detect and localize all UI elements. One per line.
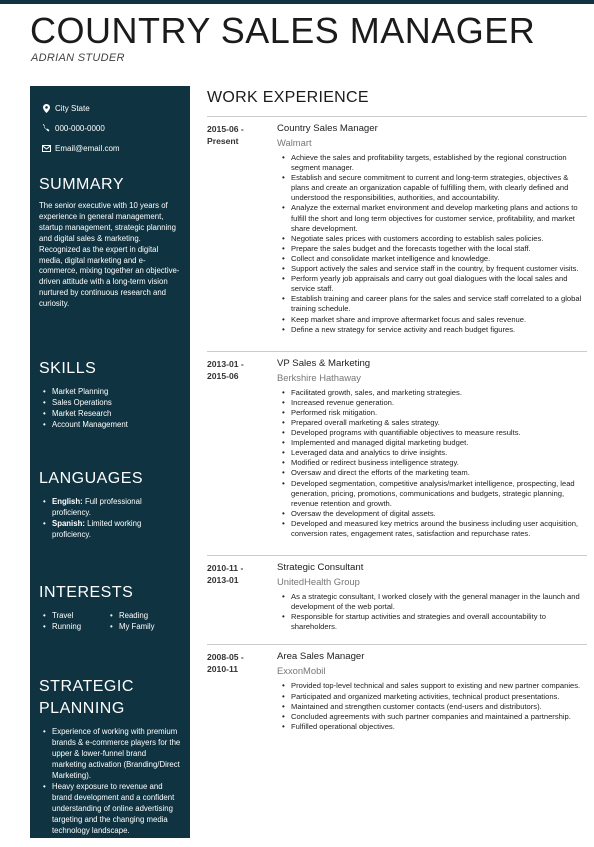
job-bullet: • Performed risk mitigation.	[277, 408, 587, 418]
language-name: English:	[52, 497, 83, 507]
interest-item: • Travel	[43, 610, 110, 621]
skills-list	[30, 380, 190, 430]
interest-item: • Running	[43, 621, 110, 632]
job-date-start: 2015-06 -	[207, 124, 244, 134]
resume-title: COUNTRY SALES MANAGER	[30, 10, 536, 51]
job-bullet: • As a strategic consultant, I worked closely with the general manager in the launch and development of the web portal.	[277, 592, 587, 612]
job-bullet: • Concluded agreements with such partner companies and maintained a partnership.	[277, 712, 587, 722]
job-bullet: • Participated and organized marketing activities, technical product presentations.	[277, 692, 587, 702]
job-date-start: 2010-11 -	[207, 563, 244, 574]
job-bullet: • Negotiate sales prices with customers according to establish sales policies.	[277, 234, 587, 244]
job-dates	[207, 123, 275, 147]
contact-city: City State	[55, 103, 90, 113]
header-top-rule	[0, 0, 594, 4]
strategic-planning-list	[30, 720, 190, 847]
strategic-item: • Experience of working with premium brands & e-commerce players for the upper & lower-funnel brand marketing activation (Branding/Direct Marketing).	[43, 726, 182, 781]
job-bullet: • Collect and consolidate market intelligence and knowledge.	[277, 254, 587, 264]
job-company: Berkshire Hathaway	[277, 371, 361, 383]
jobs-list	[207, 116, 587, 732]
sidebar	[30, 86, 190, 847]
summary-heading: SUMMARY	[39, 176, 124, 193]
job-bullet: • Prepare the sales budget and the forecasts together with the local staff.	[277, 244, 587, 254]
job-bullet: • Modified or redirect business intelligence strategy.	[277, 458, 587, 468]
job-title: Area Sales Manager	[277, 651, 365, 663]
job-bullets	[277, 386, 587, 539]
job-company: ExxonMobil	[277, 665, 326, 677]
job-date-end: 2010-11	[207, 664, 239, 675]
job-dates	[207, 562, 275, 586]
job-bullet: • Keep market share and improve aftermarket focus and sales revenue.	[277, 315, 587, 325]
main-column	[207, 86, 587, 732]
languages-heading: LANGUAGES	[39, 470, 144, 488]
job-bullet: • Establish training and career plans for the sales and service staff correlated to a global training schedule.	[277, 294, 587, 314]
envelope-icon	[40, 145, 52, 152]
job-dates	[207, 651, 275, 675]
language-name: Spanish:	[52, 519, 85, 529]
contact-location	[40, 98, 190, 118]
strategic-planning-heading: STRATEGIC PLANNING	[39, 678, 134, 718]
phone-icon	[40, 124, 52, 132]
job-date-end: 2013-01	[207, 575, 239, 586]
job-bullet: • Achieve the sales and profitability targets, established by the regional construction segment manager.	[277, 153, 587, 173]
job-bullet: • Maintained and strengthen customer contacts (end-users and distributors).	[277, 702, 587, 712]
job-company: Walmart	[277, 137, 312, 148]
languages-list	[30, 490, 190, 540]
resume-header	[0, 0, 594, 82]
strategic-item: • Heavy exposure to revenue and brand development and a confident understanding of online advertising targeting and the changing media technology landscape.	[43, 781, 182, 836]
job-bullet: • Implemented and managed digital marketing budget.	[277, 438, 587, 448]
job-date-end: 2015-06	[207, 370, 239, 381]
job-bullet: • Define a new strategy for service activity and reach budget figures.	[277, 325, 587, 335]
job-bullet: • Provided top-level technical and sales support to existing and new partner companies.	[277, 681, 587, 691]
job-bullet: • Developed and measured key metrics around the business including user acquisition, conversion rates, engagement rates, satisfaction and repurchase rates.	[277, 519, 587, 539]
job-title: VP Sales & Marketing	[277, 357, 371, 369]
skills-heading: SKILLS	[39, 360, 97, 378]
job-bullet: • Facilitated growth, sales, and marketing strategies.	[277, 388, 587, 398]
job-entry	[207, 116, 587, 335]
language-item	[43, 496, 182, 518]
job-bullets	[277, 590, 587, 632]
job-title: Strategic Consultant	[277, 562, 364, 574]
job-bullet: • Support actively the sales and service staff in the country, by frequent customer visits.	[277, 264, 587, 274]
contact-email-row	[40, 138, 190, 158]
interests-list	[30, 604, 190, 632]
job-title: Country Sales Manager	[277, 123, 378, 134]
job-bullet: • Prepared overall marketing & sales strategy.	[277, 418, 587, 428]
interest-item: • Reading	[110, 610, 180, 621]
strategic-item: • Offerings and technologies to	[43, 836, 182, 847]
job-bullet: • Responsible for startup activities and strategies and overall accountability to shareholders.	[277, 612, 587, 632]
job-entry	[207, 644, 587, 731]
job-body	[277, 352, 587, 539]
interests-heading: INTERESTS	[39, 584, 134, 602]
language-item	[43, 518, 182, 540]
skill-item: • Market Research	[43, 408, 182, 419]
job-date-start: 2013-01 -	[207, 358, 244, 369]
job-entry	[207, 351, 587, 539]
job-bullet: • Oversaw and direct the efforts of the marketing team.	[277, 468, 587, 478]
job-bullet: • Increased revenue generation.	[277, 398, 587, 408]
job-bullet: • Establish and secure commitment to current and long-term strategies, objectives & plans and create an organization capable of fulfilling them, with clearly defined and understood the responsibilities, authorities, and accountability.	[277, 173, 587, 203]
job-date-start: 2008-05 -	[207, 652, 244, 663]
contact-phone-row	[40, 118, 190, 138]
contact-block	[30, 86, 190, 158]
contact-phone: 000-000-0000	[55, 123, 105, 133]
work-experience-heading: WORK EXPERIENCE	[207, 89, 369, 106]
contact-email[interactable]: Email@email.com	[55, 143, 120, 153]
job-dates	[207, 358, 275, 382]
job-entry	[207, 555, 587, 632]
skill-item: • Account Management	[43, 419, 182, 430]
job-body	[277, 117, 587, 335]
job-date-end: Present	[207, 136, 239, 146]
interest-item: • My Family	[110, 621, 180, 632]
candidate-name: ADRIAN STUDER	[31, 52, 125, 64]
job-bullet: • Perform yearly job appraisals and carry out goal dialogues with the local sales and service staff.	[277, 274, 587, 294]
job-body	[277, 556, 587, 632]
skill-item: • Market Planning	[43, 386, 182, 397]
location-pin-icon	[40, 104, 52, 113]
summary-text: The senior executive with 10 years of experience in general management, startup management, strategic planning and digital sales & marketing. Recognized as the expert in digital media, digital marketing and e-commerce, mixing together an objective-driven attitude with a long-term vision nurtured by continuous research and curiosity.	[39, 201, 180, 309]
job-company: UnitedHealth Group	[277, 576, 360, 588]
job-bullets	[277, 151, 587, 335]
job-bullets	[277, 679, 587, 731]
skill-item: • Sales Operations	[43, 397, 182, 408]
job-bullet: • Fulfilled operational objectives.	[277, 722, 587, 732]
language-level: Limited working proficiency.	[52, 519, 142, 540]
job-body	[277, 645, 587, 731]
job-bullet: • Developed programs with quantifiable objectives to measure results.	[277, 428, 587, 438]
job-bullet: • Developed segmentation, competitive analysis/market intelligence, prospecting, lead generation, pricing, promotions, communications and budgets, strategic planning, revenue retention and growth.	[277, 479, 587, 509]
job-bullet: • Leveraged data and analytics to drive insights.	[277, 448, 587, 458]
language-level: Full professional proficiency.	[52, 497, 142, 518]
job-bullet: • Oversaw the development of digital assets.	[277, 509, 587, 519]
job-bullet: • Analyze the external market environment and develop marketing plans and actions to fulfill the short and long term objectives for customer service, profitability, and market share development.	[277, 203, 587, 233]
